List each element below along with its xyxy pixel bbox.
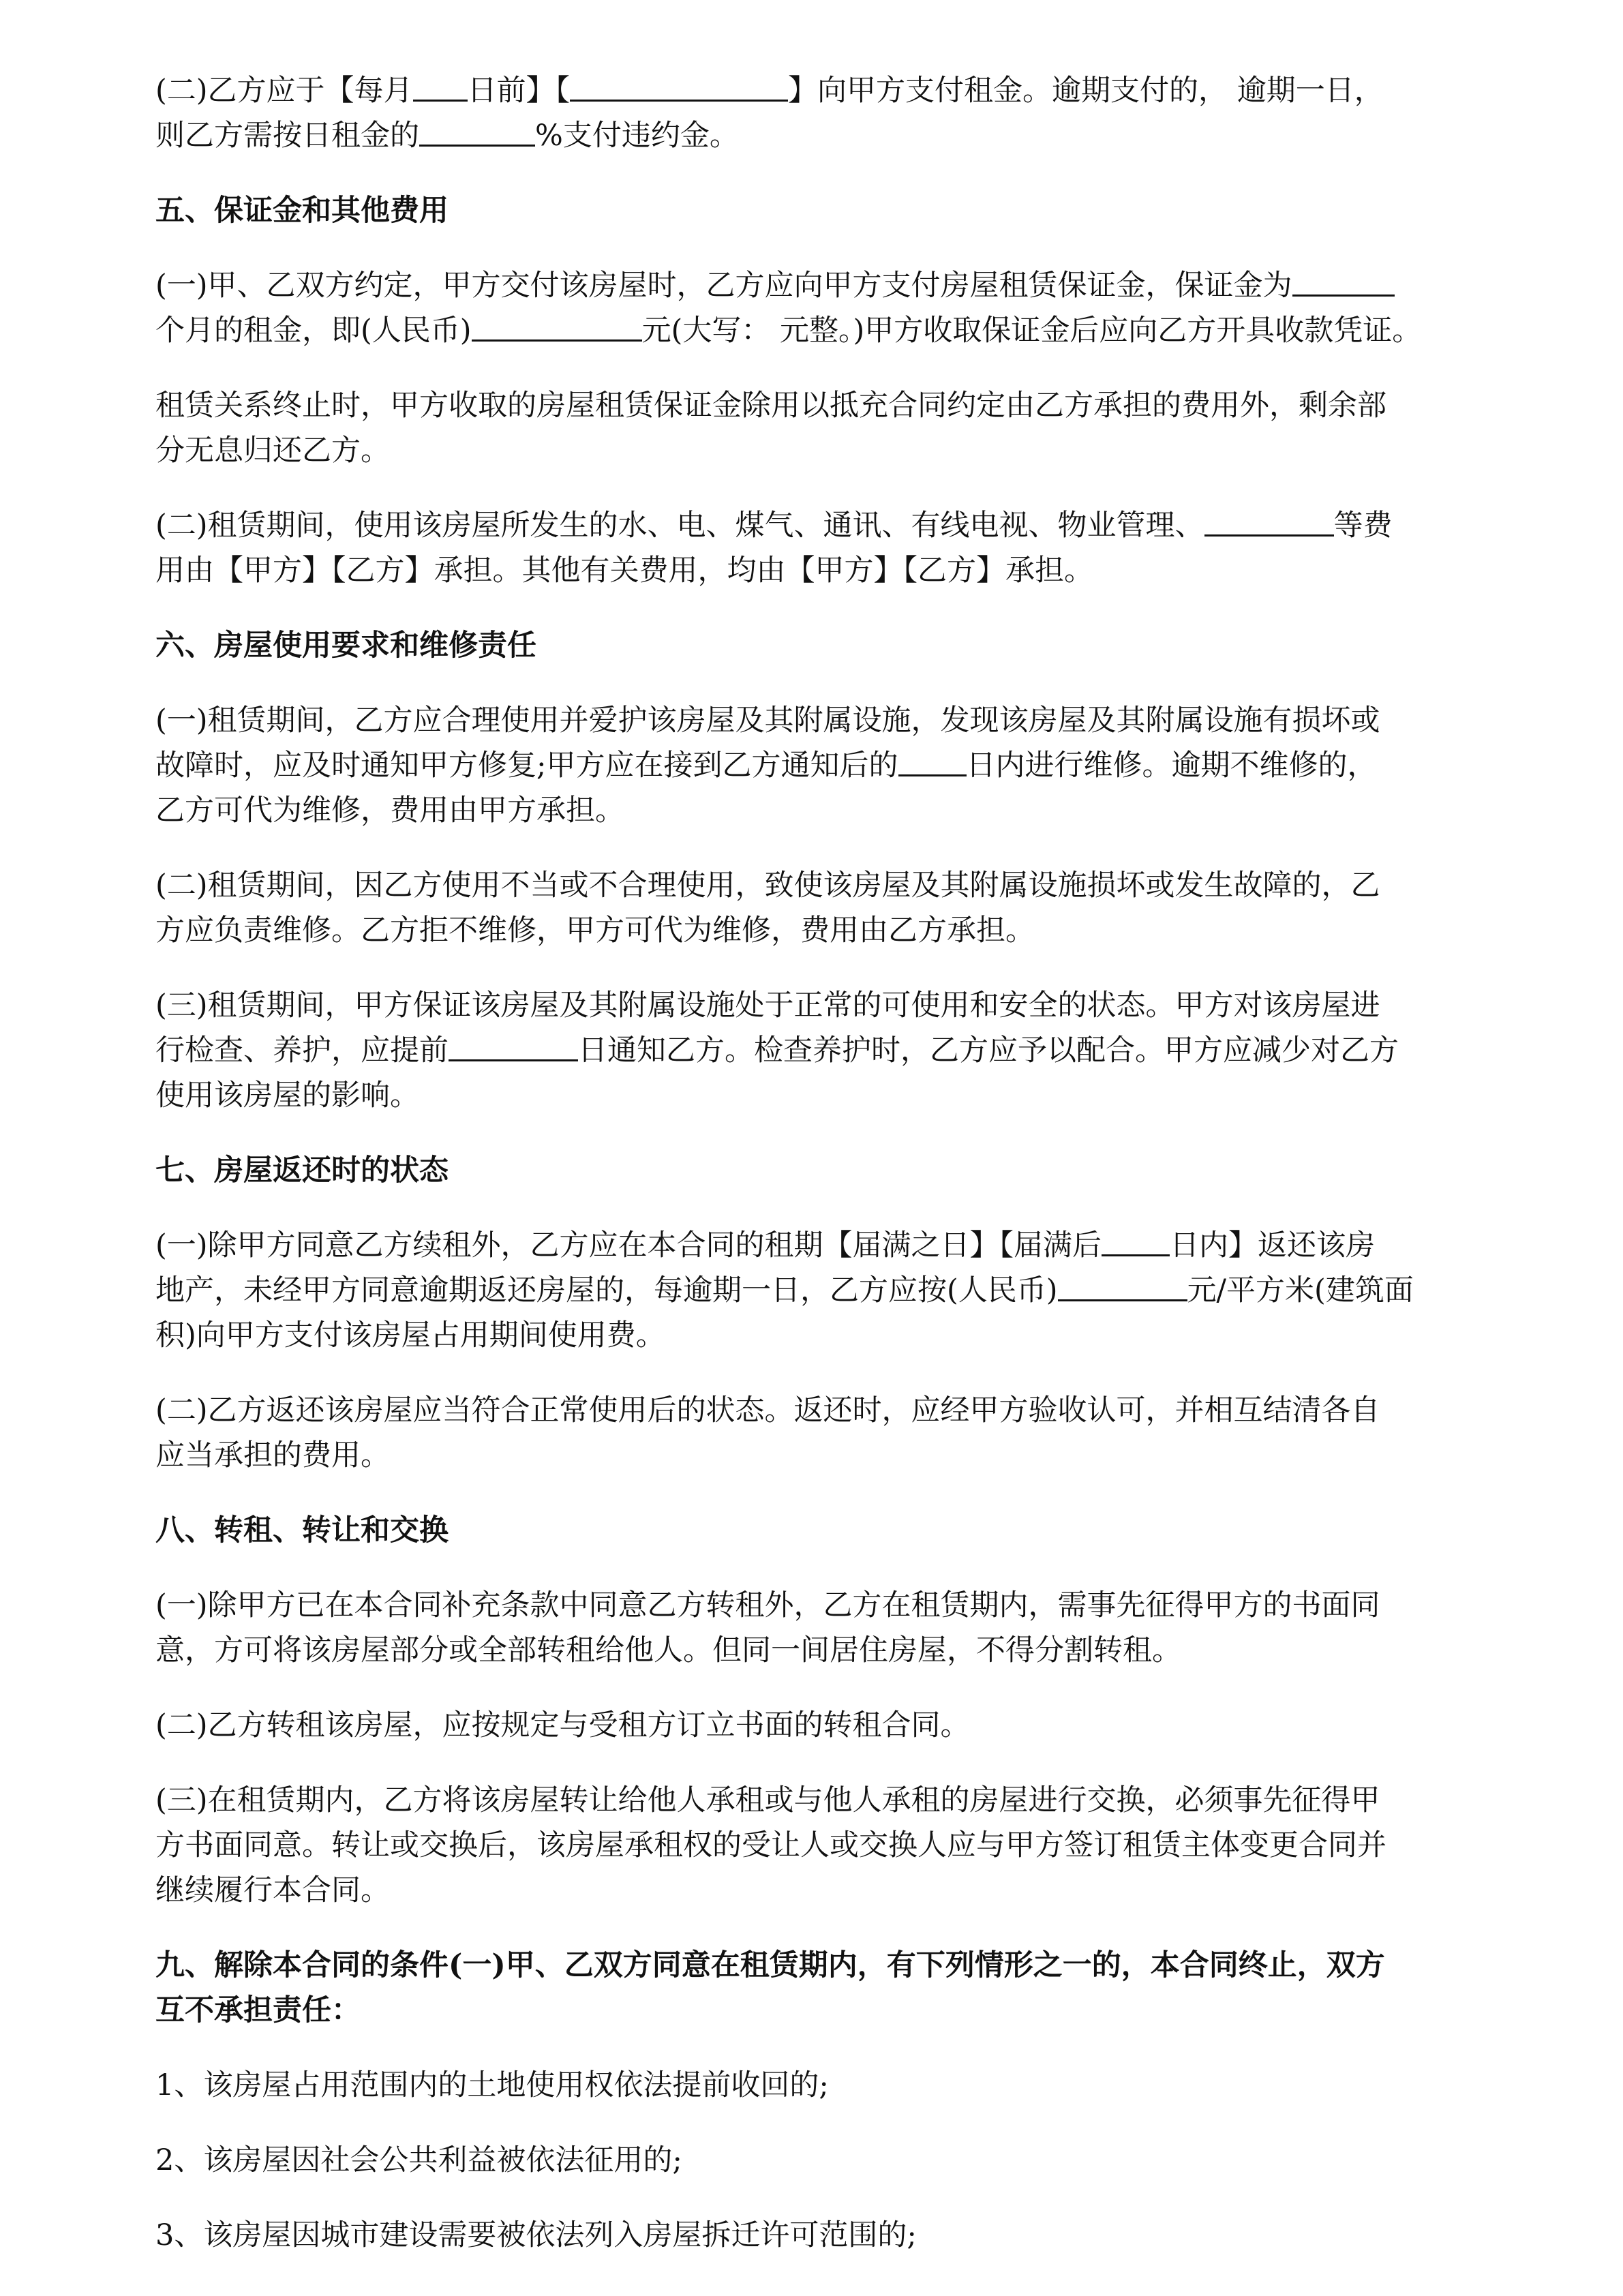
blank-usage-fee-field[interactable] <box>1058 1269 1187 1301</box>
section-heading-6: 六、房屋使用要求和维修责任 <box>155 629 536 663</box>
blank-other-fees-field[interactable] <box>1204 504 1334 537</box>
text-line: 用由【甲方】【乙方】承担。其他有关费用，均由【甲方】【乙方】承担。 <box>155 554 1093 588</box>
section-heading-9 <box>155 1943 1553 2033</box>
text-segment: 日内进行维修。逾期不维修的， <box>966 749 1377 783</box>
text-segment: 日通知乙方。检查养护时，乙方应予以配合。甲方应减少对乙方 <box>578 1033 1399 1068</box>
text-line <box>155 68 1553 113</box>
text-line: 乙方可代为维修，费用由甲方承担。 <box>155 794 624 828</box>
text-line <box>155 743 1553 788</box>
text-line <box>155 1268 1553 1313</box>
clause-7-2 <box>155 1388 1553 1478</box>
text-line: 意，方可将该房屋部分或全部转租给他人。但同一间居住房屋，不得分割转租。 <box>155 1633 1181 1667</box>
section-heading-8: 八、转租、转让和交换 <box>155 1513 449 1547</box>
clause-8-2 <box>155 1703 1553 1748</box>
text-line <box>155 263 1553 308</box>
contract-page <box>155 68 1553 2288</box>
text-segment: 故障时，应及时通知甲方修复;甲方应在接到乙方通知后的 <box>155 749 898 783</box>
text-segment: 日内】返还该房 <box>1170 1228 1376 1263</box>
list-item: 3、该房屋因城市建设需要被依法列入房屋拆迁许可范围的; <box>155 2218 917 2252</box>
text-segment: 个月的租金，即(人民币) <box>155 314 472 348</box>
clause-5-1 <box>155 263 1553 353</box>
section-heading-7: 七、房屋返还时的状态 <box>155 1153 449 1188</box>
blank-penalty-percent-field[interactable] <box>419 115 535 147</box>
section-heading-5: 五、保证金和其他费用 <box>155 194 449 228</box>
text-segment: %支付违约金。 <box>535 119 739 153</box>
text-segment: (一)除甲方同意乙方续租外，乙方应在本合同的租期【届满之日】【届满后 <box>155 1228 1102 1263</box>
text-line <box>155 1223 1553 1268</box>
text-line: 互不承担责任： <box>155 1993 361 2027</box>
text-segment: 等费 <box>1333 509 1393 543</box>
text-line: (三)在租赁期内，乙方将该房屋转让给他人承租或与他人承租的房屋进行交换，必须事先征得甲 <box>155 1783 1380 1817</box>
blank-deposit-months-field[interactable] <box>1292 265 1395 297</box>
text-segment: (一)甲、乙双方约定，甲方交付该房屋时，乙方应向甲方支付房屋租赁保证金，保证金为 <box>155 269 1292 303</box>
blank-repair-days-field[interactable] <box>898 744 967 776</box>
text-segment: 地产，未经甲方同意逾期返还房屋的，每逾期一日，乙方应按(人民币) <box>155 1273 1058 1308</box>
clause-8-3 <box>155 1778 1553 1913</box>
text-segment: (二)乙方应于【每月 <box>155 74 413 108</box>
text-line: 应当承担的费用。 <box>155 1438 390 1472</box>
clause-6-3 <box>155 983 1553 1118</box>
clause-6-2 <box>155 863 1553 953</box>
list-item: 2、该房屋因社会公共利益被依法征用的; <box>155 2143 682 2177</box>
text-line: (二)乙方返还该房屋应当符合正常使用后的状态。返还时，应经甲方验收认可，并相互结清各自 <box>155 1393 1380 1428</box>
text-line: (一)租赁期间，乙方应合理使用并爱护该房屋及其附属设施，发现该房屋及其附属设施有损坏或 <box>155 704 1380 738</box>
clause-5-2 <box>155 503 1553 593</box>
text-line: (一)除甲方已在本合同补充条款中同意乙方转租外，乙方在租赁期内，需事先征得甲方的书面同 <box>155 1588 1380 1622</box>
blank-deposit-amount-field[interactable] <box>472 309 642 342</box>
blank-day-field[interactable] <box>413 70 468 102</box>
text-line <box>155 503 1553 548</box>
text-line <box>155 113 1553 158</box>
text-segment: 元(大写： 元整。)甲方收取保证金后应向乙方开具收款凭证。 <box>641 314 1422 348</box>
clause-4-2 <box>155 68 1553 158</box>
text-line: 九、解除本合同的条件(一)甲、乙双方同意在租赁期内，有下列情形之一的，本合同终止，双方 <box>155 1948 1385 1982</box>
text-line: 租赁关系终止时，甲方收取的房屋租赁保证金除用以抵充合同约定由乙方承担的费用外，剩余部 <box>155 389 1386 423</box>
text-line: (二)租赁期间，因乙方使用不当或不合理使用，致使该房屋及其附属设施损坏或发生故障的，乙 <box>155 868 1380 903</box>
text-segment: 则乙方需按日租金的 <box>155 119 419 153</box>
text-segment: 行检查、养护，应提前 <box>155 1033 449 1068</box>
text-line: 积)向甲方支付该房屋占用期间使用费。 <box>155 1318 665 1353</box>
list-item: 1、该房屋占用范围内的土地使用权依法提前收回的; <box>155 2068 829 2102</box>
blank-notice-days-field[interactable] <box>449 1029 578 1061</box>
clause-6-1 <box>155 698 1553 833</box>
text-segment: 元/平方米(建筑面 <box>1187 1273 1414 1308</box>
clause-8-1 <box>155 1583 1553 1673</box>
text-line <box>155 1028 1553 1073</box>
clause-7-1 <box>155 1223 1553 1358</box>
text-line: 方书面同意。转让或交换后，该房屋承租权的受让人或交换人应与甲方签订租赁主体变更合同并 <box>155 1828 1386 1862</box>
text-line <box>155 308 1553 353</box>
blank-return-days-field[interactable] <box>1102 1224 1170 1256</box>
text-segment: (二)租赁期间，使用该房屋所发生的水、电、煤气、通讯、有线电视、物业管理、 <box>155 509 1204 543</box>
text-line: (三)租赁期间，甲方保证该房屋及其附属设施处于正常的可使用和安全的状态。甲方对该房屋进 <box>155 988 1380 1023</box>
text-line: 继续履行本合同。 <box>155 1873 390 1907</box>
text-line: 使用该房屋的影响。 <box>155 1078 419 1113</box>
text-line: (二)乙方转租该房屋，应按规定与受租方订立书面的转租合同。 <box>155 1708 970 1742</box>
text-segment: 】向甲方支付租金。逾期支付的， 逾期一日， <box>788 74 1384 108</box>
blank-other-time-field[interactable] <box>570 70 788 102</box>
text-line: 方应负责维修。乙方拒不维修，甲方可代为维修，费用由乙方承担。 <box>155 913 1035 948</box>
text-line: 分无息归还乙方。 <box>155 434 390 468</box>
clause-5-1-cont <box>155 383 1553 473</box>
text-segment: 日前】【 <box>467 74 571 108</box>
